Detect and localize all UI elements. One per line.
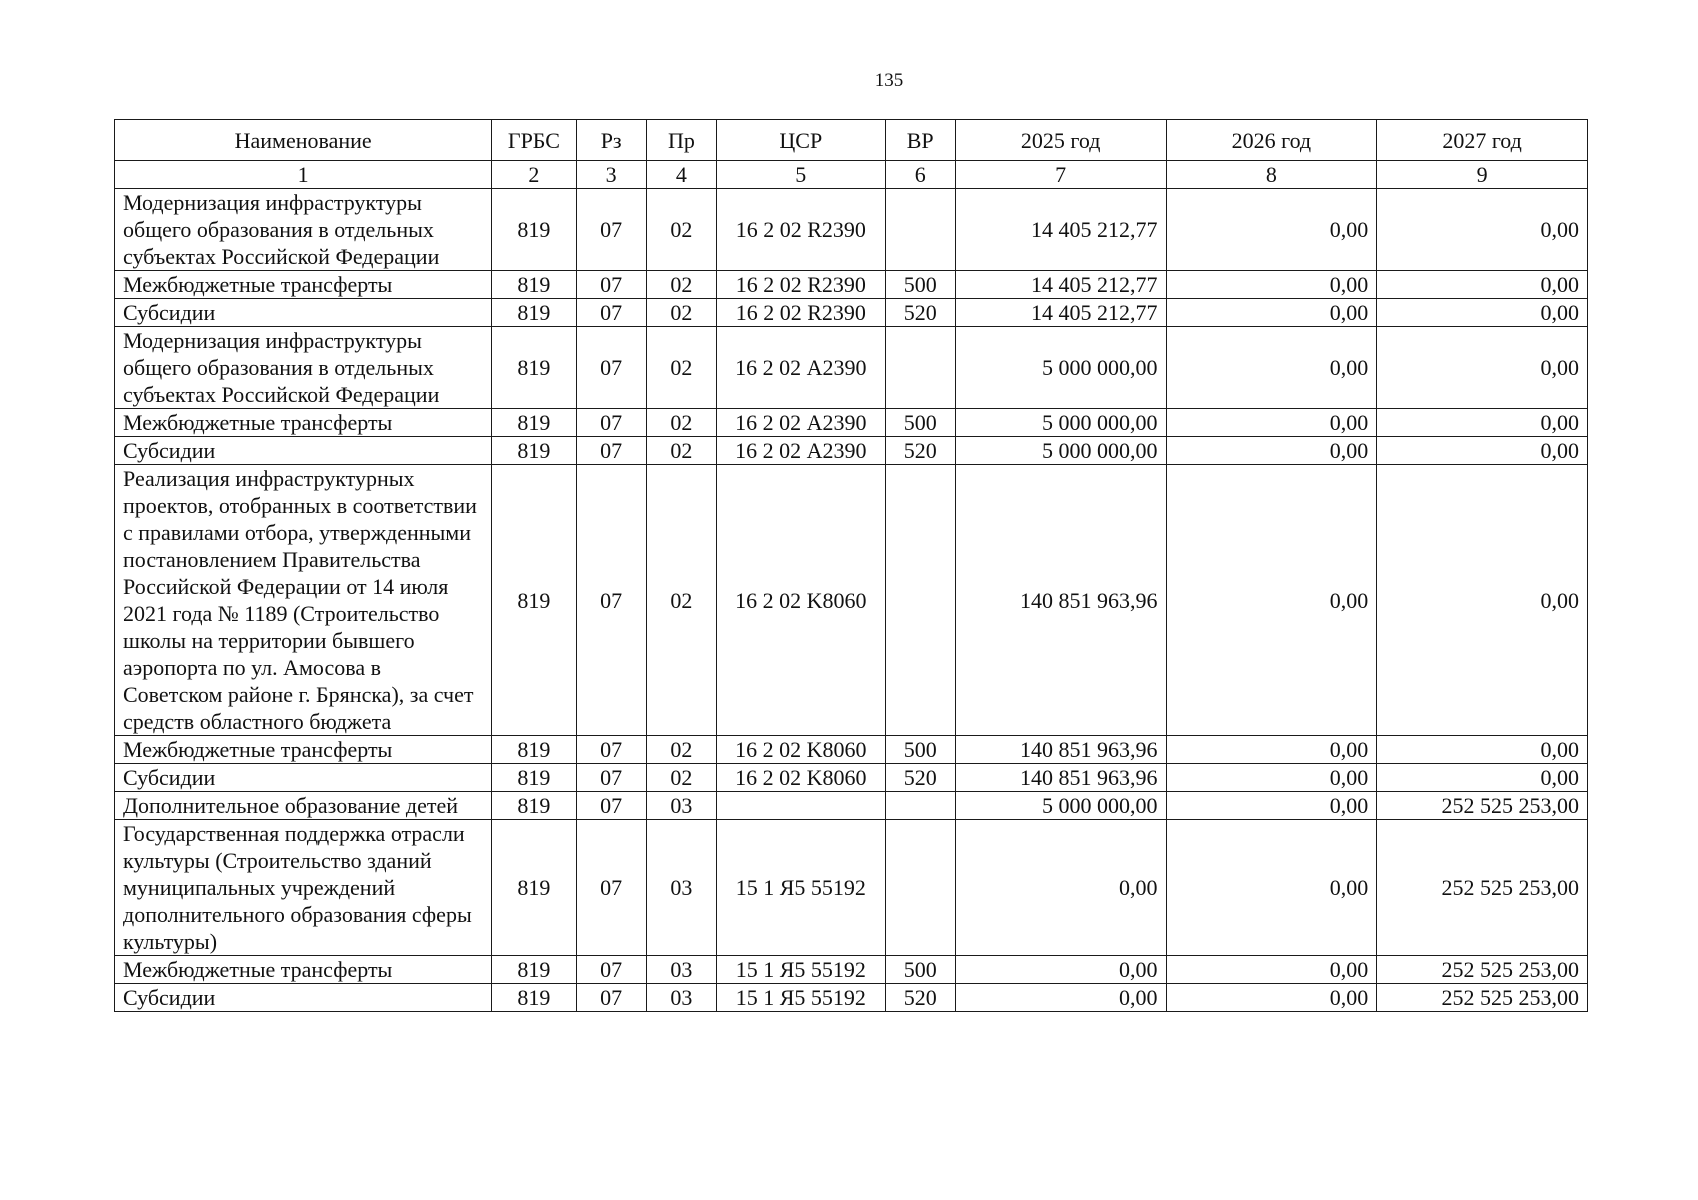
cell-name: Дополнительное образование детей bbox=[115, 792, 492, 820]
cell-pr: 02 bbox=[646, 437, 716, 465]
cell-2025: 140 851 963,96 bbox=[955, 764, 1166, 792]
cell-2026: 0,00 bbox=[1166, 299, 1377, 327]
cell-name: Межбюджетные трансферты bbox=[115, 409, 492, 437]
cell-2027: 0,00 bbox=[1377, 327, 1588, 409]
header-rz: Рз bbox=[576, 120, 646, 161]
cell-grbs: 819 bbox=[492, 956, 576, 984]
cell-vr bbox=[885, 820, 955, 956]
cell-vr: 520 bbox=[885, 984, 955, 1012]
cell-name: Модернизация инфраструктуры общего образования в отдельных субъектах Российской Федерации bbox=[115, 327, 492, 409]
cell-2027: 0,00 bbox=[1377, 189, 1588, 271]
cell-2027: 252 525 253,00 bbox=[1377, 792, 1588, 820]
cell-rz: 07 bbox=[576, 984, 646, 1012]
cell-2027: 0,00 bbox=[1377, 465, 1588, 736]
cell-2025: 14 405 212,77 bbox=[955, 299, 1166, 327]
cell-name: Субсидии bbox=[115, 764, 492, 792]
cell-rz: 07 bbox=[576, 956, 646, 984]
cell-2026: 0,00 bbox=[1166, 984, 1377, 1012]
cell-2027: 0,00 bbox=[1377, 409, 1588, 437]
cell-name: Реализация инфраструктурных проектов, отобранных в соответствии с правилами отбора, утвержденными постановлением Правительства Российской Федерации от 14 июля 2021 года № 1189 (Строительство школы на территории бывшего аэропорта по ул. Амосова в Советском районе г. Брянска), за счет средств областного бюджета bbox=[115, 465, 492, 736]
cell-name: Межбюджетные трансферты bbox=[115, 956, 492, 984]
cell-2025: 140 851 963,96 bbox=[955, 736, 1166, 764]
cell-2025: 5 000 000,00 bbox=[955, 327, 1166, 409]
cell-2026: 0,00 bbox=[1166, 956, 1377, 984]
cell-name: Субсидии bbox=[115, 299, 492, 327]
cell-rz: 07 bbox=[576, 437, 646, 465]
column-number: 6 bbox=[885, 161, 955, 189]
cell-2027: 0,00 bbox=[1377, 764, 1588, 792]
cell-2026: 0,00 bbox=[1166, 271, 1377, 299]
page-number: 135 bbox=[874, 70, 904, 91]
cell-pr: 02 bbox=[646, 465, 716, 736]
cell-csr: 16 2 02 А2390 bbox=[717, 437, 886, 465]
cell-name: Государственная поддержка отрасли культуры (Строительство зданий муниципальных учреждений дополнительного образования сферы культуры) bbox=[115, 820, 492, 956]
cell-csr: 16 2 02 R2390 bbox=[717, 271, 886, 299]
table-row bbox=[115, 792, 1588, 820]
header-2027: 2027 год bbox=[1377, 120, 1588, 161]
cell-pr: 02 bbox=[646, 189, 716, 271]
cell-vr bbox=[885, 465, 955, 736]
cell-2027: 252 525 253,00 bbox=[1377, 820, 1588, 956]
header-name: Наименование bbox=[115, 120, 492, 161]
cell-pr: 02 bbox=[646, 327, 716, 409]
cell-2025: 140 851 963,96 bbox=[955, 465, 1166, 736]
cell-rz: 07 bbox=[576, 465, 646, 736]
table-row bbox=[115, 409, 1588, 437]
cell-vr bbox=[885, 792, 955, 820]
cell-2025: 0,00 bbox=[955, 984, 1166, 1012]
cell-pr: 03 bbox=[646, 792, 716, 820]
cell-2025: 14 405 212,77 bbox=[955, 271, 1166, 299]
cell-rz: 07 bbox=[576, 189, 646, 271]
cell-csr: 16 2 02 R2390 bbox=[717, 299, 886, 327]
cell-rz: 07 bbox=[576, 271, 646, 299]
cell-pr: 03 bbox=[646, 820, 716, 956]
column-number: 8 bbox=[1166, 161, 1377, 189]
cell-csr: 15 1 Я5 55192 bbox=[717, 956, 886, 984]
cell-pr: 02 bbox=[646, 271, 716, 299]
cell-pr: 02 bbox=[646, 764, 716, 792]
table-row bbox=[115, 736, 1588, 764]
cell-grbs: 819 bbox=[492, 437, 576, 465]
cell-grbs: 819 bbox=[492, 465, 576, 736]
cell-name: Модернизация инфраструктуры общего образования в отдельных субъектах Российской Федерации bbox=[115, 189, 492, 271]
header-row bbox=[115, 120, 1588, 161]
cell-csr bbox=[717, 792, 886, 820]
table-row bbox=[115, 820, 1588, 956]
cell-2026: 0,00 bbox=[1166, 409, 1377, 437]
cell-csr: 15 1 Я5 55192 bbox=[717, 984, 886, 1012]
cell-csr: 16 2 02 А2390 bbox=[717, 409, 886, 437]
header-pr: Пр bbox=[646, 120, 716, 161]
table-row bbox=[115, 465, 1588, 736]
cell-grbs: 819 bbox=[492, 299, 576, 327]
cell-2026: 0,00 bbox=[1166, 764, 1377, 792]
cell-2026: 0,00 bbox=[1166, 792, 1377, 820]
cell-pr: 02 bbox=[646, 299, 716, 327]
table-row bbox=[115, 299, 1588, 327]
cell-2027: 252 525 253,00 bbox=[1377, 984, 1588, 1012]
column-number: 1 bbox=[115, 161, 492, 189]
column-number: 9 bbox=[1377, 161, 1588, 189]
cell-csr: 16 2 02 K8060 bbox=[717, 465, 886, 736]
column-number: 2 bbox=[492, 161, 576, 189]
cell-csr: 16 2 02 K8060 bbox=[717, 764, 886, 792]
cell-2027: 0,00 bbox=[1377, 736, 1588, 764]
budget-table bbox=[114, 119, 1588, 1012]
header-csr: ЦСР bbox=[717, 120, 886, 161]
table-row bbox=[115, 956, 1588, 984]
cell-2026: 0,00 bbox=[1166, 736, 1377, 764]
cell-2025: 14 405 212,77 bbox=[955, 189, 1166, 271]
cell-2025: 5 000 000,00 bbox=[955, 409, 1166, 437]
cell-2025: 0,00 bbox=[955, 820, 1166, 956]
header-grbs: ГРБС bbox=[492, 120, 576, 161]
cell-pr: 02 bbox=[646, 409, 716, 437]
cell-vr: 500 bbox=[885, 736, 955, 764]
cell-2026: 0,00 bbox=[1166, 189, 1377, 271]
cell-vr: 500 bbox=[885, 956, 955, 984]
cell-name: Межбюджетные трансферты bbox=[115, 271, 492, 299]
cell-vr bbox=[885, 327, 955, 409]
cell-csr: 16 2 02 K8060 bbox=[717, 736, 886, 764]
cell-vr: 500 bbox=[885, 271, 955, 299]
cell-pr: 03 bbox=[646, 984, 716, 1012]
cell-rz: 07 bbox=[576, 820, 646, 956]
cell-rz: 07 bbox=[576, 792, 646, 820]
cell-2027: 0,00 bbox=[1377, 299, 1588, 327]
header-vr: ВР bbox=[885, 120, 955, 161]
cell-grbs: 819 bbox=[492, 409, 576, 437]
header-2026: 2026 год bbox=[1166, 120, 1377, 161]
column-number: 4 bbox=[646, 161, 716, 189]
column-number: 3 bbox=[576, 161, 646, 189]
header-2025: 2025 год bbox=[955, 120, 1166, 161]
cell-pr: 03 bbox=[646, 956, 716, 984]
cell-2026: 0,00 bbox=[1166, 465, 1377, 736]
table-row bbox=[115, 271, 1588, 299]
cell-csr: 15 1 Я5 55192 bbox=[717, 820, 886, 956]
cell-rz: 07 bbox=[576, 409, 646, 437]
cell-2027: 0,00 bbox=[1377, 271, 1588, 299]
cell-grbs: 819 bbox=[492, 984, 576, 1012]
column-number-row bbox=[115, 161, 1588, 189]
cell-rz: 07 bbox=[576, 736, 646, 764]
cell-vr bbox=[885, 189, 955, 271]
cell-vr: 520 bbox=[885, 437, 955, 465]
table-row bbox=[115, 764, 1588, 792]
cell-2025: 0,00 bbox=[955, 956, 1166, 984]
cell-grbs: 819 bbox=[492, 736, 576, 764]
cell-grbs: 819 bbox=[492, 327, 576, 409]
cell-grbs: 819 bbox=[492, 764, 576, 792]
table-row bbox=[115, 437, 1588, 465]
cell-2025: 5 000 000,00 bbox=[955, 792, 1166, 820]
cell-rz: 07 bbox=[576, 327, 646, 409]
cell-csr: 16 2 02 R2390 bbox=[717, 189, 886, 271]
cell-name: Субсидии bbox=[115, 984, 492, 1012]
cell-2026: 0,00 bbox=[1166, 327, 1377, 409]
column-number: 5 bbox=[717, 161, 886, 189]
table-row bbox=[115, 327, 1588, 409]
cell-rz: 07 bbox=[576, 299, 646, 327]
table-row bbox=[115, 189, 1588, 271]
cell-2025: 5 000 000,00 bbox=[955, 437, 1166, 465]
cell-name: Межбюджетные трансферты bbox=[115, 736, 492, 764]
cell-grbs: 819 bbox=[492, 820, 576, 956]
cell-grbs: 819 bbox=[492, 271, 576, 299]
cell-grbs: 819 bbox=[492, 189, 576, 271]
column-number: 7 bbox=[955, 161, 1166, 189]
cell-rz: 07 bbox=[576, 764, 646, 792]
cell-vr: 520 bbox=[885, 299, 955, 327]
cell-2027: 0,00 bbox=[1377, 437, 1588, 465]
cell-2027: 252 525 253,00 bbox=[1377, 956, 1588, 984]
cell-pr: 02 bbox=[646, 736, 716, 764]
cell-grbs: 819 bbox=[492, 792, 576, 820]
cell-2026: 0,00 bbox=[1166, 437, 1377, 465]
cell-csr: 16 2 02 А2390 bbox=[717, 327, 886, 409]
cell-name: Субсидии bbox=[115, 437, 492, 465]
cell-vr: 520 bbox=[885, 764, 955, 792]
cell-2026: 0,00 bbox=[1166, 820, 1377, 956]
table-row bbox=[115, 984, 1588, 1012]
cell-vr: 500 bbox=[885, 409, 955, 437]
